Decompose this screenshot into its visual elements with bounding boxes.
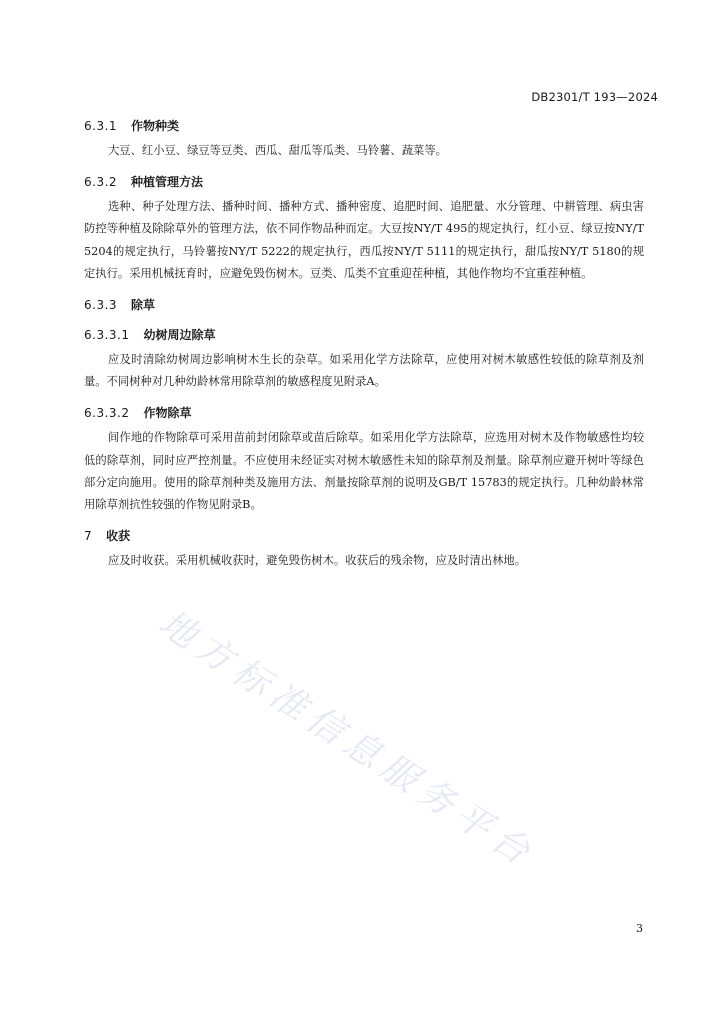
section-6-3-3-2-heading [84, 403, 644, 423]
section-6-3-3-1-text: 应及时清除幼树周边影响树木生长的杂草。如采用化学方法除草，应使用对树木敏感性较低的除草剂及剂量。不同树种对几种幼龄林常用除草剂的敏感程度见附录A。 [84, 353, 644, 389]
section-6-3-1-text: 大豆、红小豆、绿豆等豆类、西瓜、甜瓜等瓜类、马铃薯、蔬菜等。 [108, 144, 447, 157]
section-title: 除草 [131, 298, 156, 313]
section-number: 6.3.3 [84, 298, 118, 313]
document-body [84, 116, 644, 572]
section-title: 幼树周边除草 [143, 328, 216, 343]
section-number: 6.3.3.2 [84, 406, 130, 421]
section-title: 作物除草 [143, 406, 192, 421]
section-6-3-2-heading [84, 172, 644, 192]
section-title: 作物种类 [131, 119, 180, 133]
section-title: 种植管理方法 [131, 175, 204, 190]
section-6-3-1-heading [84, 116, 644, 136]
section-6-3-3-1-heading [84, 325, 644, 345]
section-7-heading [84, 526, 644, 546]
section-6-3-2-text: 选种、种子处理方法、播种时间、播种方式、播种密度、追肥时间、追肥量、水分管理、中耕管理、病虫害防控等种植及除除草外的管理方法，依不同作物品种而定。大豆按NY/T 495的规定执行，红小豆、绿豆按NY/T 5204的规定执行，马铃薯按NY/T 5222的规定执行，西瓜按NY/T 5111的规定执行，甜瓜按NY/T 5180的规定执行。采用机械抚育时，应避免毁伤树木。豆类、瓜类不宜重迎茬种植，其他作物均不宜重茬种植。 [84, 200, 644, 280]
section-6-3-3-2-text: 间作地的作物除草可采用苗前封闭除草或苗后除草。如采用化学方法除草，应选用对树木及作物敏感性均较低的除草剂，同时应严控剂量。不应使用未经证实对树木敏感性未知的除草剂及剂量。除草剂应避开树叶等绿色部分定向施用。使用的除草剂种类及施用方法、剂量按除草剂的说明及GB/T 15783的规定执行。几种幼龄林常用除草剂抗性较强的作物见附录B。 [84, 431, 644, 512]
section-title: 收获 [106, 529, 131, 544]
section-7-text: 应及时收获。采用机械收获时，避免毁伤树木。收获后的残余物，应及时清出林地。 [108, 554, 526, 568]
section-number: 6.3.1 [84, 119, 118, 133]
section-number: 7 [84, 529, 93, 544]
page-number: 3 [636, 922, 643, 935]
section-6-3-3-heading [84, 295, 644, 315]
section-number: 6.3.3.1 [84, 328, 130, 343]
section-number: 6.3.2 [84, 175, 118, 190]
watermark-text: 地方标准信息服务平台 [151, 602, 543, 877]
document-code: DB2301/T 193—2024 [531, 90, 658, 104]
